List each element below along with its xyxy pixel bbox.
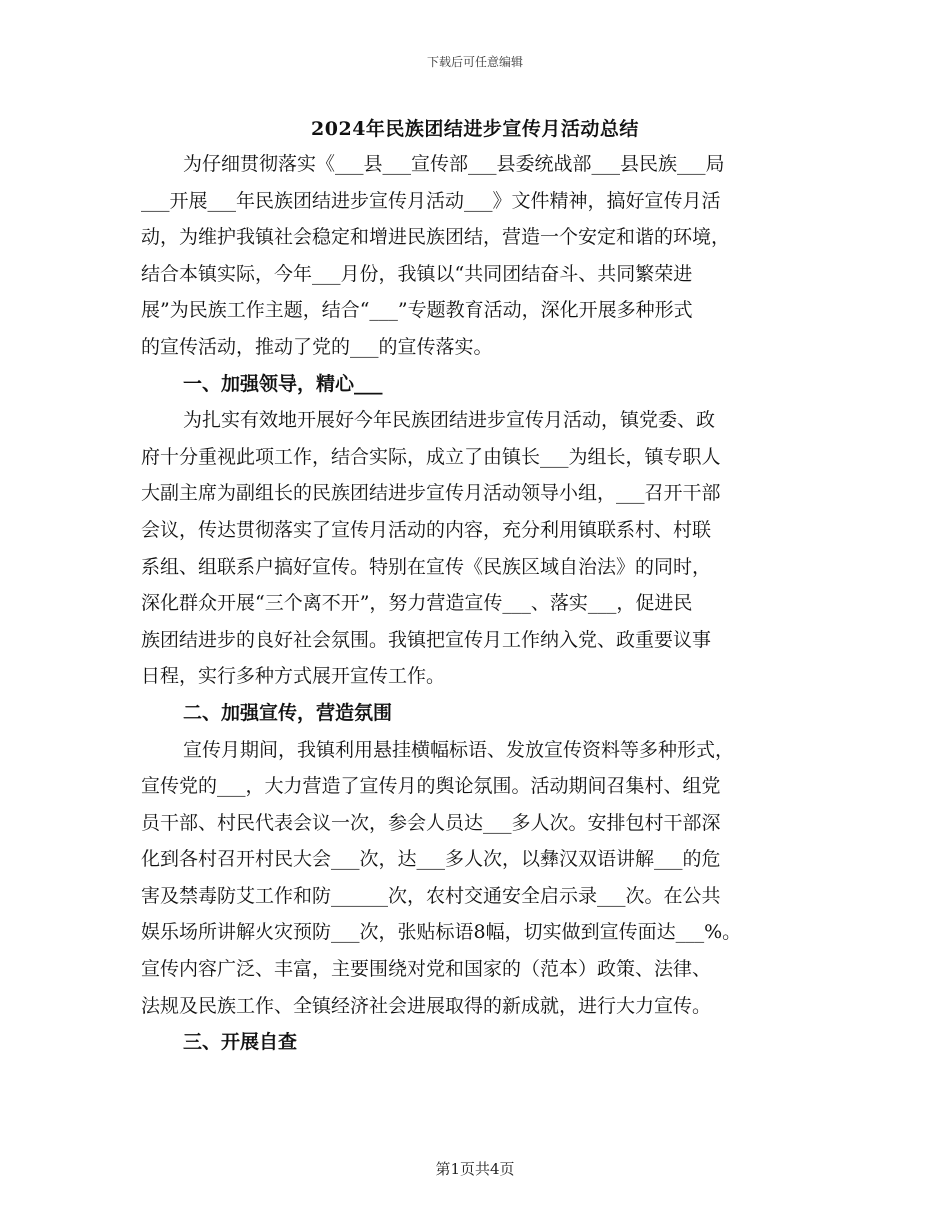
paragraph-line: 结合本镇实际，今年___月份，我镇以“共同团结奋斗、共同繁荣进 <box>141 262 693 285</box>
paragraph-line: 的宣传活动，推动了党的___的宣传落实。 <box>141 335 493 358</box>
paragraph-line: 展”为民族工作主题，结合“___”专题教育活动，深化开展多种形式 <box>141 299 693 322</box>
paragraph-line: 动，为维护我镇社会稳定和增进民族团结，营造一个安定和谐的环境， <box>141 226 731 249</box>
paragraph-line: 府十分重视此项工作，结合实际，成立了由镇长___为组长，镇专职人 <box>141 445 721 468</box>
paragraph-line: 宣传月期间，我镇利用悬挂横幅标语、发放宣传资料等多种形式， <box>183 738 735 761</box>
paragraph-line: 娱乐场所讲解火灾预防___次，张贴标语8幅，切实做到宣传面达___%。 <box>141 921 742 944</box>
paragraph-line: 为仔细贯彻落实《___县___宣传部___县委统战部___县民族___局 <box>183 153 725 175</box>
paragraph-line: 系组、组联系户搞好宣传。特别在宣传《民族区域自治法》的同时， <box>141 555 712 578</box>
section-heading: 一、加强领导，精心___ <box>183 372 383 395</box>
section-heading: 二、加强宣传，营造氛围 <box>183 701 393 724</box>
paragraph-line: 族团结进步的良好社会氛围。我镇把宣传月工作纳入党、政重要议事 <box>141 628 712 651</box>
paragraph-line: 深化群众开展“三个离不开”，努力营造宣传___、落实___，促进民 <box>141 592 693 615</box>
paragraph-line: 宣传内容广泛、丰富，主要围绕对党和国家的（范本）政策、法律、 <box>141 958 712 981</box>
paragraph-line: 宣传党的___，大力营造了宣传月的舆论氛围。活动期间召集村、组党 <box>141 775 721 798</box>
paragraph-line: ___开展___年民族团结进步宣传月活动___》文件精神，搞好宣传月活 <box>141 189 721 212</box>
paragraph-line: 化到各村召开村民大会___次，达___多人次，以彝汉双语讲解___的危 <box>141 848 721 871</box>
paragraph-line: 员干部、村民代表会议一次，参会人员达___多人次。安排包村干部深 <box>141 811 721 834</box>
document-body <box>141 146 809 1061</box>
paragraph-line: 害及禁毒防艾工作和防______次，农村交通安全启示录___次。在公共 <box>141 884 721 907</box>
paragraph-line: 大副主席为副组长的民族团结进步宣传月活动领导小组，___召开干部 <box>141 482 721 505</box>
paragraph-line: 法规及民族工作、全镇经济社会进展取得的新成就，进行大力宣传。 <box>141 994 712 1017</box>
section-heading: 三、开展自查 <box>183 1031 298 1054</box>
paragraph-line: 会议，传达贯彻落实了宣传月活动的内容，充分利用镇联系村、村联 <box>141 518 712 541</box>
header-note: 下载后可任意编辑 <box>426 55 523 69</box>
document-title: 2024年民族团结进步宣传月活动总结 <box>311 118 639 140</box>
paragraph-line: 为扎实有效地开展好今年民族团结进步宣传月活动，镇党委、政 <box>183 409 716 432</box>
page-number: 第1页共4页 <box>435 1160 515 1178</box>
paragraph-line: 日程，实行多种方式展开宣传工作。 <box>141 665 446 688</box>
